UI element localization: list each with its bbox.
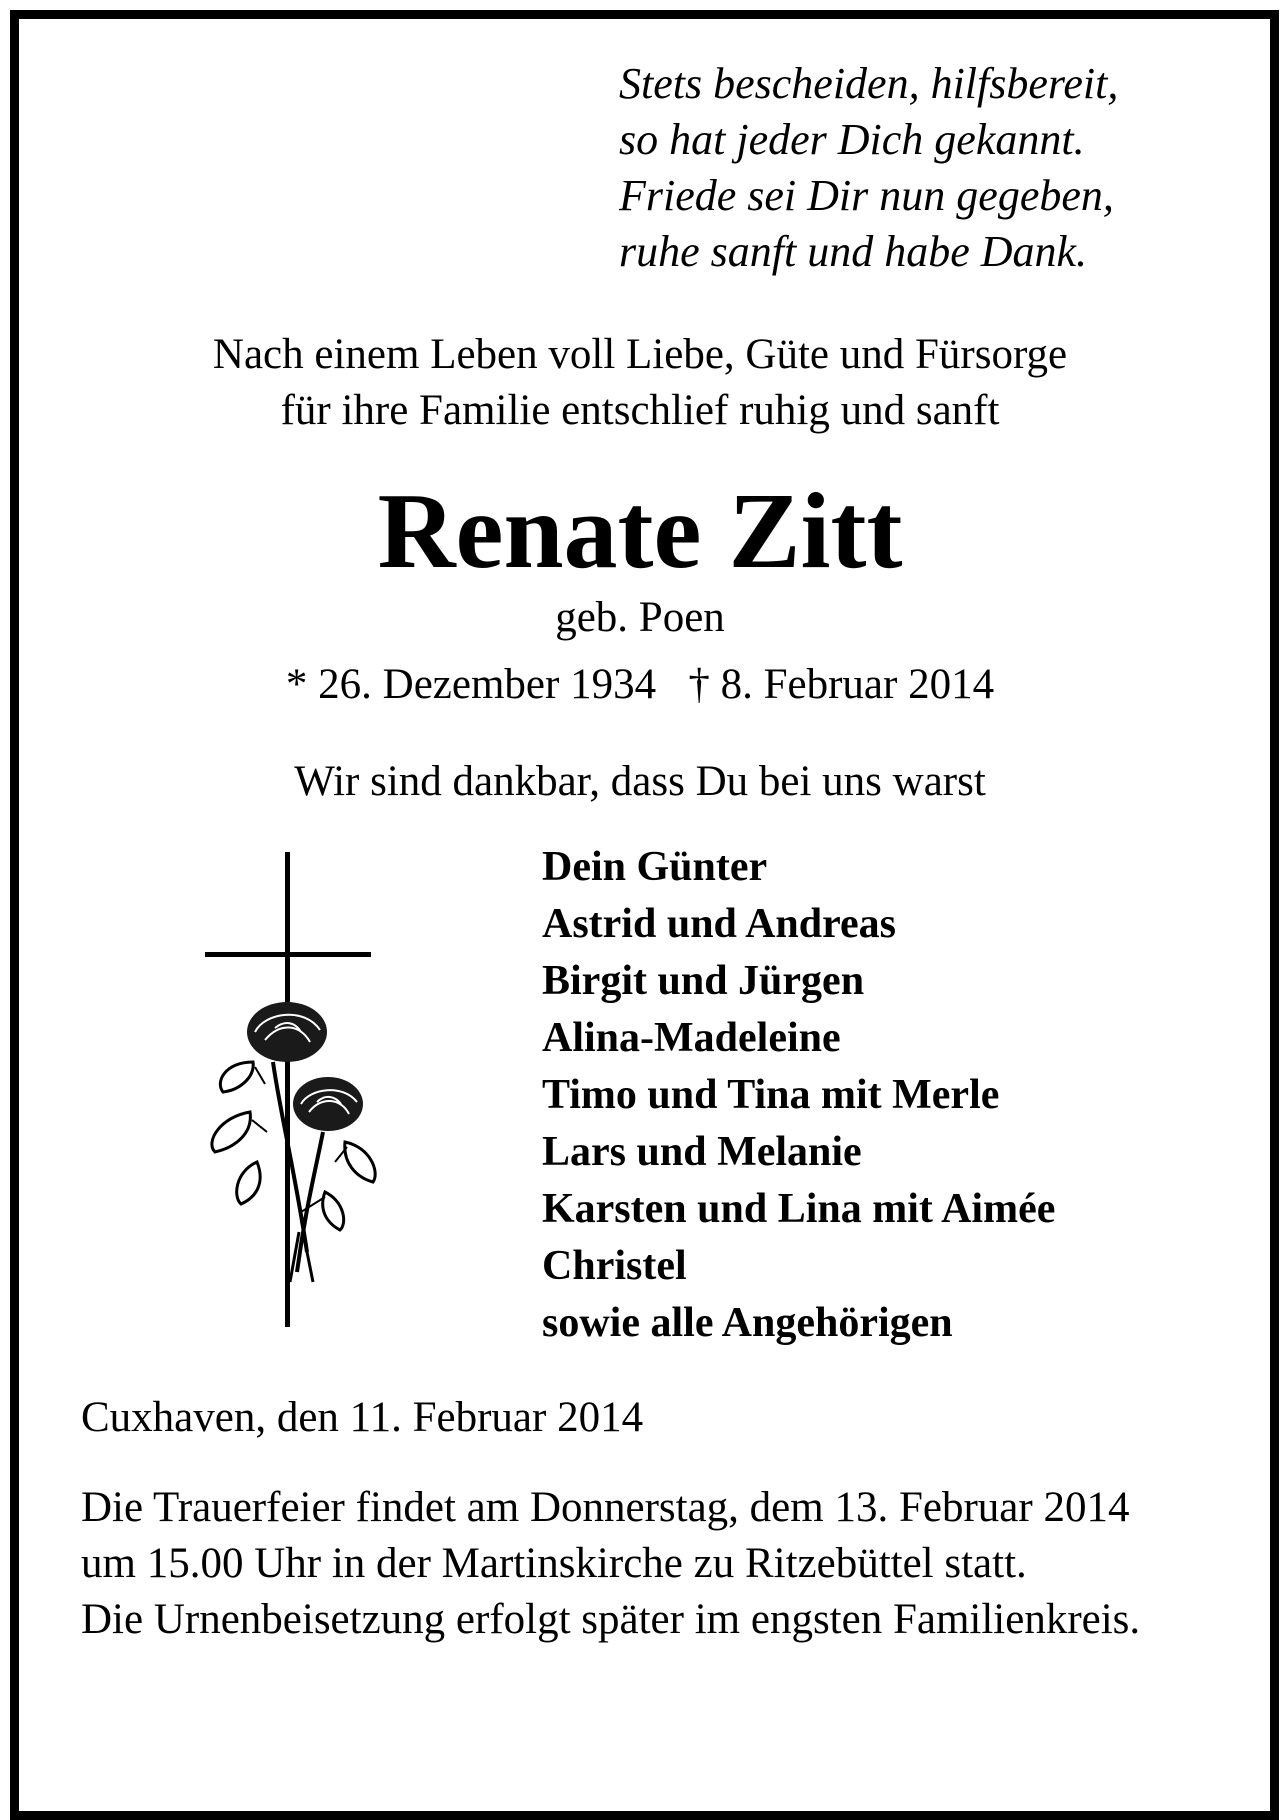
intro-text bbox=[0, 327, 1280, 439]
mourners-list bbox=[542, 839, 1055, 1352]
mourner-name: Alina-Madeleine bbox=[542, 1015, 841, 1061]
funeral-notice bbox=[81, 1480, 1191, 1648]
life-dates bbox=[0, 657, 1280, 713]
death-date: † 8. Februar 2014 bbox=[688, 661, 995, 708]
mourner-name: Birgit und Jürgen bbox=[542, 958, 865, 1004]
burial-notice: Die Urnenbeisetzung erfolgt später im engsten Familienkreis. bbox=[81, 1596, 1141, 1643]
intro-line: für ihre Familie entschlief ruhig und sanft bbox=[280, 387, 1000, 434]
thanks-line: Wir sind dankbar, dass Du bei uns warst bbox=[294, 758, 986, 805]
mourner-name: sowie alle Angehörigen bbox=[542, 1300, 953, 1346]
deceased-name: Renate Zitt bbox=[377, 472, 903, 591]
cross-with-roses-icon bbox=[195, 852, 395, 1332]
intro-line: Nach einem Leben voll Liebe, Güte und Fürsorge bbox=[212, 331, 1068, 378]
mourner-name: Lars und Melanie bbox=[542, 1129, 862, 1175]
mourner-name: Karsten und Lina mit Aimée bbox=[542, 1186, 1056, 1232]
verse-line: Stets bescheiden, hilfsbereit, bbox=[619, 59, 1119, 108]
memorial-verse bbox=[619, 56, 1118, 280]
mourner-name: Dein Günter bbox=[542, 844, 768, 890]
place-and-date: Cuxhaven, den 11. Februar 2014 bbox=[81, 1394, 644, 1441]
verse-line: Friede sei Dir nun gegeben, bbox=[619, 171, 1114, 220]
verse-line: so hat jeder Dich gekannt. bbox=[619, 115, 1085, 164]
mourner-name: Astrid und Andreas bbox=[542, 901, 897, 947]
maiden-name: geb. Poen bbox=[555, 594, 725, 641]
mourner-name: Timo und Tina mit Merle bbox=[542, 1072, 1000, 1118]
verse-line: ruhe sanft und habe Dank. bbox=[619, 227, 1088, 276]
mourner-name: Christel bbox=[542, 1243, 687, 1289]
birth-date: * 26. Dezember 1934 bbox=[285, 661, 657, 708]
ceremony-notice: Die Trauerfeier findet am Donnerstag, dem 13. Februar 2014 um 15.00 Uhr in der Martinskirche zu Ritzebüttel statt. bbox=[81, 1484, 1130, 1587]
